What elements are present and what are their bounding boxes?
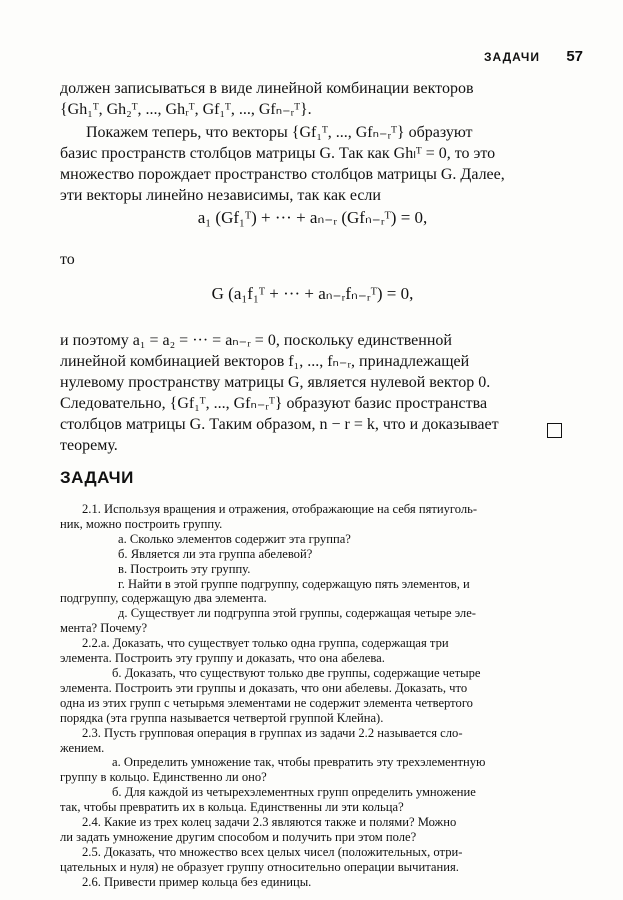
text-line: Покажем теперь, что векторы {Gf₁ᵀ, ..., Gfₙ₋ᵣᵀ} образуют [86, 124, 473, 141]
connector-word: то [60, 251, 75, 268]
text-line: эти векторы линейно независимы, так как если [60, 187, 381, 204]
equation-1: a₁ (Gf₁ᵀ) + ··· + aₙ₋ᵣ (Gfₙ₋ᵣᵀ) = 0, [197, 208, 428, 227]
text-line: {Gh₁ᵀ, Gh₂ᵀ, ..., Ghᵣᵀ, Gf₁ᵀ, ..., Gfₙ₋ᵣᵀ}. [60, 101, 312, 118]
problem-line: мента? Почему? [60, 621, 148, 636]
problem-line: элемента. Построить эту группу и доказать, что она абелева. [60, 651, 385, 666]
paragraph-3 [60, 330, 565, 456]
text-line: должен записываться в виде линейной комбинации векторов [60, 80, 474, 97]
problem-line: порядка (эта группа называется четвертой группой Клейна). [60, 710, 384, 725]
text-line: множество порождает пространство столбцов матрицы G. Далее, [60, 166, 505, 183]
problem-line: 2.3. Пусть групповая операция в группах из задачи 2.2 называется сло- [82, 725, 463, 740]
text-line: столбцов матрицы G. Таким образом, n − r = k, что и доказывает [60, 416, 499, 433]
problems-list [60, 502, 565, 890]
page-number: 57 [566, 48, 583, 65]
paragraph-1 [60, 78, 565, 120]
problem-line: б. Для каждой из четырехэлементных групп определить умножение [112, 785, 476, 800]
text-line: линейной комбинацией векторов f₁, ..., fₙ₋ᵣ, принадлежащей [60, 353, 470, 370]
problem-line: 2.2.а. Доказать, что существует только одна группа, содержащая три [82, 636, 449, 651]
equation-2: G (a₁f₁ᵀ + ··· + aₙ₋ᵣfₙ₋ᵣᵀ) = 0, [211, 284, 414, 303]
text-line: и поэтому a₁ = a₂ = ··· = aₙ₋ᵣ = 0, поскольку единственной [60, 332, 452, 349]
problem-line: в. Построить эту группу. [118, 561, 251, 576]
qed-box-icon [547, 423, 562, 438]
text-line: Следовательно, {Gf₁ᵀ, ..., Gfₙ₋ᵣᵀ} образуют базис пространства [60, 395, 488, 412]
problem-line: так, чтобы превратить их в кольца. Единственны ли эти кольца? [60, 800, 404, 815]
problem-line: б. Доказать, что существуют только две группы, содержащие четыре [112, 665, 481, 680]
problem-line: а. Сколько элементов содержит эта группа? [118, 531, 351, 546]
problem-line: 2.6. Привести пример кольца без единицы. [82, 874, 312, 889]
running-header [484, 48, 583, 65]
problem-line: подгруппу, содержащую два элемента. [60, 591, 267, 606]
problem-line: жением. [60, 740, 105, 755]
problem-line: элемента. Построить эти группы и доказать, что они абелевы. Доказать, что [60, 680, 468, 695]
problem-line: ник, можно построить группу. [60, 516, 223, 531]
problem-line: цательных и нуля) не образует группу относительно операции вычитания. [60, 859, 459, 874]
text-line: нулевому пространству матрицы G, является нулевой вектор 0. [60, 374, 491, 391]
problem-line: б. Является ли эта группа абелевой? [118, 546, 313, 561]
text-line: базис пространств столбцов матрицы G. Так как Ghₗᵀ = 0, то это [60, 145, 496, 162]
paragraph-2 [60, 122, 565, 206]
problem-line: г. Найти в этой группе подгруппу, содержащую пять элементов, и [118, 576, 470, 591]
problem-line: 2.1. Используя вращения и отражения, отображающие на себя пятиуголь- [82, 502, 478, 516]
problem-line: 2.5. Доказать, что множество всех целых чисел (положительных, отри- [82, 844, 463, 859]
section-heading: ЗАДАЧИ [60, 468, 134, 487]
problem-line: ли задать умножение другим способом и получить при этом поле? [60, 829, 417, 844]
running-title: ЗАДАЧИ [483, 50, 540, 64]
problem-line: а. Определить умножение так, чтобы превратить эту трехэлементную [112, 755, 486, 770]
problem-line: группу в кольцо. Единственно ли оно? [60, 770, 267, 785]
problem-line: 2.4. Какие из трех колец задачи 2.3 являются также и полями? Можно [82, 815, 457, 830]
problem-line: д. Существует ли подгруппа этой группы, содержащая четыре эле- [118, 606, 476, 621]
problem-line: одна из этих групп с четырьмя элементами не содержит элемента четвертого [60, 695, 473, 710]
text-line: теорему. [60, 437, 118, 454]
